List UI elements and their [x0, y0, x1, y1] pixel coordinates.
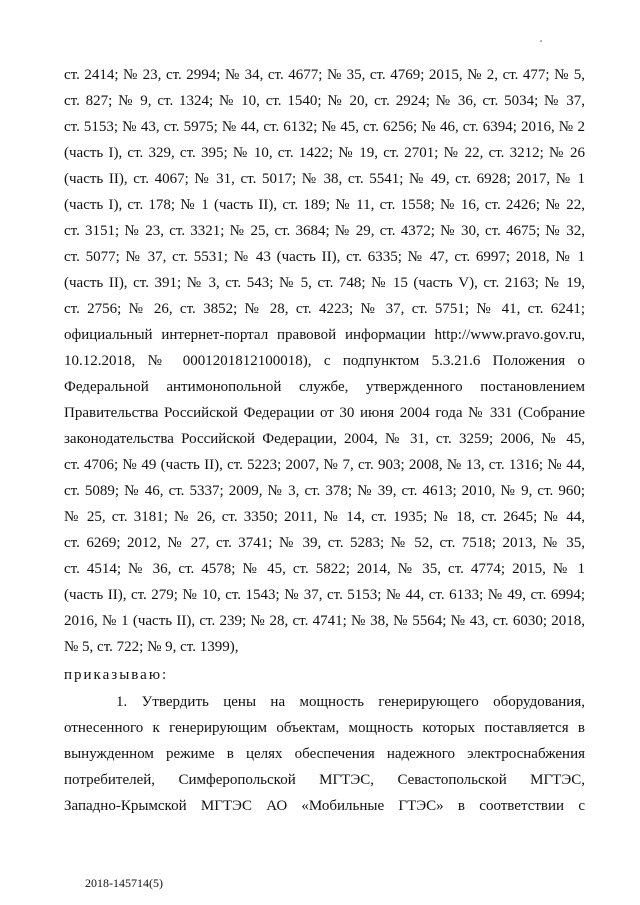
item-1-line: вынужденном режиме в целях обеспечения надежного электроснабжения — [64, 746, 585, 762]
text-line: законодательства Российской Федерации, 2004, № 31, ст. 3259; 2006, № 45, — [64, 431, 585, 447]
text-line: ст. 3151; № 23, ст. 3321; № 25, ст. 3684; № 29, ст. 4372; № 30, ст. 4675; № 32, — [64, 223, 585, 239]
text-line: 2016, № 1 (часть II), ст. 239; № 28, ст. 4741; № 38, № 5564; № 43, ст. 6030; 2018, — [64, 613, 585, 629]
text-line: ст. 5077; № 37, ст. 5531; № 43 (часть II), ст. 6335; № 47, ст. 6997; 2018, № 1 — [64, 249, 585, 265]
text-line: Федеральной антимонопольной службе, утвержденного постановлением — [64, 379, 585, 395]
text-line: (часть II), ст. 391; № 3, ст. 543; № 5, ст. 748; № 15 (часть V), ст. 2163; № 19, — [64, 275, 585, 291]
text-line: ст. 4514; № 36, ст. 4578; № 45, ст. 5822; 2014, № 35, ст. 4774; 2015, № 1 — [64, 561, 585, 577]
text-line: (часть I), ст. 329, ст. 395; № 10, ст. 1422; № 19, ст. 2701; № 22, ст. 3212; № 26 — [64, 145, 585, 161]
text-line: ст. 6269; 2012, № 27, ст. 3741; № 39, ст. 5283; № 52, ст. 7518; 2013, № 35, — [64, 535, 585, 551]
item-1-line: Западно-Крымской МГТЭС АО «Мобильные ГТЭС» в соответствии с — [64, 798, 585, 814]
text-line: (часть I), ст. 178; № 1 (часть II), ст. 189; № 11, ст. 1558; № 16, ст. 2426; № 22, — [64, 197, 585, 213]
text-line: (часть II), ст. 4067; № 31, ст. 5017; № 38, ст. 5541; № 49, ст. 6928; 2017, № 1 — [64, 171, 585, 187]
text-line: ст. 827; № 9, ст. 1324; № 10, ст. 1540; № 20, ст. 2924; № 36, ст. 5034; № 37, — [64, 93, 585, 109]
text-line: официальный интернет-портал правовой информации http://www.pravo.gov.ru, — [64, 327, 585, 343]
text-line: ст. 5089; № 46, ст. 5337; 2009, № 3, ст. 378; № 39, ст. 4613; 2010, № 9, ст. 960; — [64, 483, 585, 499]
text-line: (часть II), ст. 279; № 10, ст. 1543; № 37, ст. 5153; № 44, ст. 6133; № 49, ст. 6994; — [64, 587, 585, 603]
text-line: № 25, ст. 3181; № 26, ст. 3350; 2011, № 14, ст. 1935; № 18, ст. 2645; № 44, — [64, 509, 585, 525]
document-number: 2018-145714(5) — [85, 876, 163, 890]
text-line: ст. 5153; № 43, ст. 5975; № 44, ст. 6132; № 45, ст. 6256; № 46, ст. 6394; 2016, № 2 — [64, 119, 585, 135]
text-line: Правительства Российской Федерации от 30 июня 2004 года № 331 (Собрание — [64, 405, 585, 421]
item-1-line: отнесенного к генерирующим объектам, мощность которых поставляется в — [64, 720, 585, 736]
text-line: № 5, ст. 722; № 9, ст. 1399), — [64, 639, 239, 655]
item-1-line: потребителей, Симферопольской МГТЭС, Севастопольской МГТЭС, — [64, 772, 585, 788]
order-word: приказываю: — [64, 667, 169, 683]
item-1-line: 1. Утвердить цены на мощность генерирующего оборудования, — [116, 694, 585, 710]
text-line: ст. 2756; № 26, ст. 3852; № 28, ст. 4223; № 37, ст. 5751; № 41, ст. 6241; — [64, 301, 585, 317]
text-line: ст. 4706; № 49 (часть II), ст. 5223; 2007, № 7, ст. 903; 2008, № 13, ст. 1316; № 44, — [64, 457, 585, 473]
scan-speck — [540, 40, 542, 42]
text-line: ст. 2414; № 23, ст. 2994; № 34, ст. 4677; № 35, ст. 4769; 2015, № 2, ст. 477; № 5, — [64, 67, 585, 83]
text-line: 10.12.2018, № 0001201812100018), с подпунктом 5.3.21.6 Положения о — [64, 353, 585, 369]
